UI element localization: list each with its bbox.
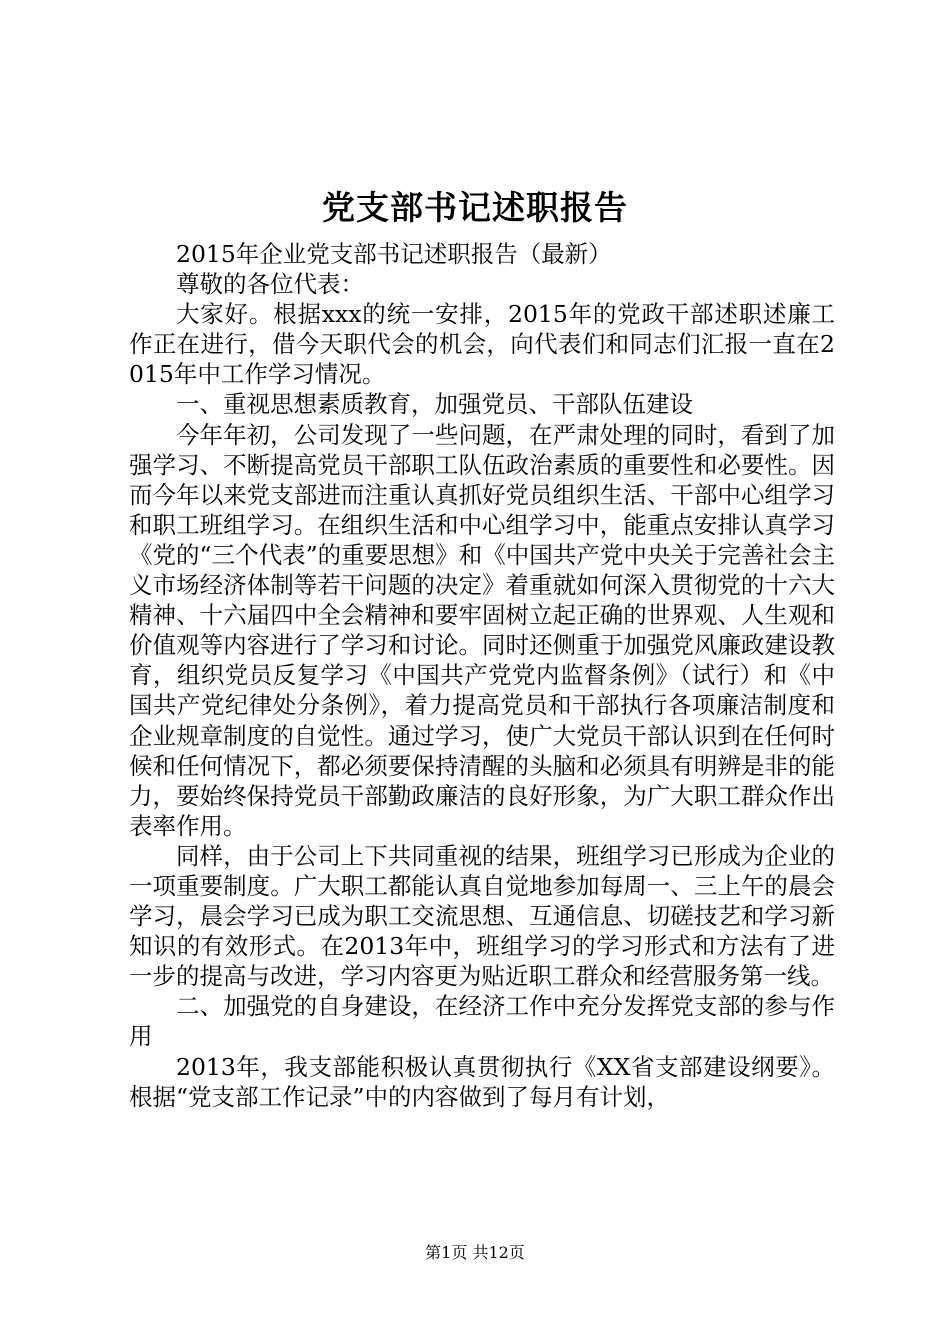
body-paragraph: 2013年，我支部能积极认真贯彻执行《XX省支部建设纲要》。根据“党支部工作记录”中的内容做到了每月有计划， — [129, 1052, 835, 1111]
page-number-footer: 第1页 共12页 — [425, 1243, 525, 1262]
subtitle-paragraph: 2015年企业党支部书记述职报告（最新） — [176, 240, 612, 268]
intro-paragraph: 大家好。根据xxx的统一安排，2015年的党政干部述职述廉工作正在进行，借今天职代会的机会，向代表们和同志们汇报一直在2015年中工作学习情况。 — [129, 300, 835, 389]
section-heading-2: 二、加强党的自身建设，在经济工作中充分发挥党支部的参与作用 — [129, 992, 835, 1051]
document-title: 党支部书记述职报告 — [322, 188, 628, 227]
section-heading-1: 一、重视思想素质教育，加强党员、干部队伍建设 — [176, 390, 693, 419]
body-paragraph: 今年年初，公司发现了一些问题，在严肃处理的同时，看到了加强学习、不断提高党员干部职工队伍政治素质的重要性和必要性。因而今年以来党支部进而注重认真抓好党员组织生活、干部中心组学习和职工班组学习。在组织生活和中心组学习中，能重点安排认真学习《党的“三个代表”的重要思想》和《中国共产党中央关于完善社会主义市场经济体制等若干问题的决定》着重就如何深入贯彻党的十六大精神、十六届四中全会精神和要牢固树立起正确的世界观、人生观和价值观等内容进行了学习和讨论。同时还侧重于加强党风廉政建设教育，组织党员反复学习《中国共产党党内监督条例》（试行）和《中国共产党纪律处分条例》，着力提高党员和干部执行各项廉洁制度和企业规章制度的自觉性。通过学习，使广大党员干部认识到在任何时候和任何情况下，都必须要保持清醒的头脑和必须具有明辨是非的能力，要始终保持党员干部勤政廉洁的良好形象，为广大职工群众作出表率作用。 — [129, 420, 835, 840]
salutation-paragraph: 尊敬的各位代表： — [176, 270, 364, 299]
document-body — [129, 239, 835, 1112]
body-paragraph: 同样，由于公司上下共同重视的结果，班组学习已形成为企业的一项重要制度。广大职工都能认真自觉地参加每周一、三上午的晨会学习，晨会学习已成为职工交流思想、互通信息、切磋技艺和学习新知识的有效形式。在2013年中，班组学习的学习形式和方法有了进一步的提高与改进，学习内容更为贴近职工群众和经营服务第一线。 — [129, 841, 835, 991]
